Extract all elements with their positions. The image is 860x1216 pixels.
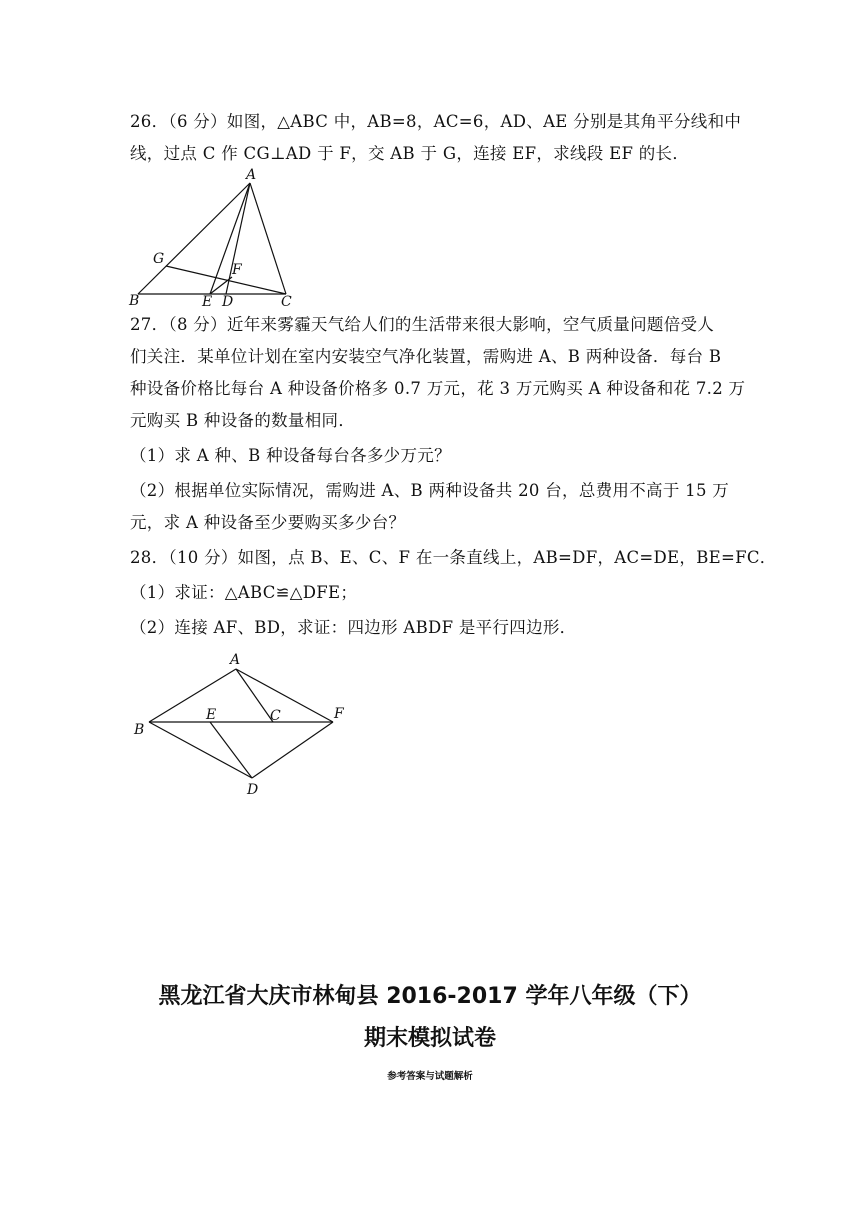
q27-text-line-3: 种设备价格比每台 A 种设备价格多 0.7 万元，花 3 万元购买 A 种设备和花 7.2 万 bbox=[130, 379, 746, 398]
q26-text-line-2: 线，过点 C 作 CG⊥AD 于 F，交 AB 于 G，连接 EF，求线段 EF 的长． bbox=[130, 144, 690, 163]
q26-triangle-svg bbox=[128, 168, 293, 310]
answer-title-line-1: 黑龙江省大庆市林甸县 2016-2017 学年八年级（下） bbox=[158, 984, 702, 1009]
q28-segment-bd bbox=[149, 722, 252, 778]
q28-label-b: B bbox=[134, 722, 145, 738]
q28-label-a: A bbox=[230, 652, 241, 668]
q26-label-g: G bbox=[153, 251, 165, 267]
q28-segment-de bbox=[210, 722, 252, 778]
q26-label-a: A bbox=[246, 168, 257, 183]
answer-title-line-2: 期末模拟试卷 bbox=[363, 1026, 496, 1051]
q28-segment-ac bbox=[236, 669, 273, 722]
q27-part-1: （1）求 A 种、B 种设备每台各多少万元？ bbox=[130, 446, 451, 465]
q27-text-line-4: 元购买 B 种设备的数量相同． bbox=[130, 411, 356, 430]
q27-text-line-2: 们关注．某单位计划在室内安装空气净化装置，需购进 A、B 两种设备．每台 B bbox=[130, 347, 722, 366]
q28-label-e: E bbox=[206, 707, 217, 723]
q27-part-2-line-1: （2）根据单位实际情况，需购进 A、B 两种设备共 20 台，总费用不高于 15 万 bbox=[130, 481, 730, 500]
q28-label-c: C bbox=[270, 708, 281, 724]
q28-label-f: F bbox=[334, 706, 344, 722]
q28-segment-df bbox=[252, 722, 333, 778]
q28-text-line-1: 28．（10 分）如图，点 B、E、C、F 在一条直线上，AB=DF，AC=DE，BE=FC． bbox=[130, 548, 777, 567]
answer-subtitle: 参考答案与试题解析 bbox=[387, 1071, 473, 1082]
q26-label-d: D bbox=[222, 294, 234, 310]
q26-label-b: B bbox=[129, 293, 140, 309]
q28-part-1: （1）求证：△ABC≌△DFE； bbox=[130, 583, 358, 602]
q28-part-2: （2）连接 AF、BD，求证：四边形 ABDF 是平行四边形． bbox=[130, 618, 577, 637]
q27-part-2-line-2: 元，求 A 种设备至少要购买多少台？ bbox=[130, 513, 406, 532]
q27-text-line-1: 27．（8 分）近年来雾霾天气给人们的生活带来很大影响，空气质量问题倍受人 bbox=[130, 315, 715, 334]
q28-segment-ab bbox=[149, 669, 236, 722]
q28-segment-af bbox=[236, 669, 333, 722]
q26-label-c: C bbox=[281, 294, 292, 310]
q26-label-f: F bbox=[232, 262, 242, 278]
q28-quadrilateral-figure bbox=[130, 650, 352, 798]
q26-label-e: E bbox=[202, 294, 213, 310]
q26-triangle-figure bbox=[128, 168, 293, 310]
q26-segment-cg bbox=[166, 266, 286, 294]
q28-label-d: D bbox=[247, 782, 259, 798]
q28-quadrilateral-svg bbox=[130, 650, 352, 798]
q26-text-line-1: 26．（6 分）如图，△ABC 中，AB=8，AC=6，AD、AE 分别是其角平分线和中 bbox=[130, 112, 742, 131]
q26-segment-ac bbox=[250, 183, 286, 294]
